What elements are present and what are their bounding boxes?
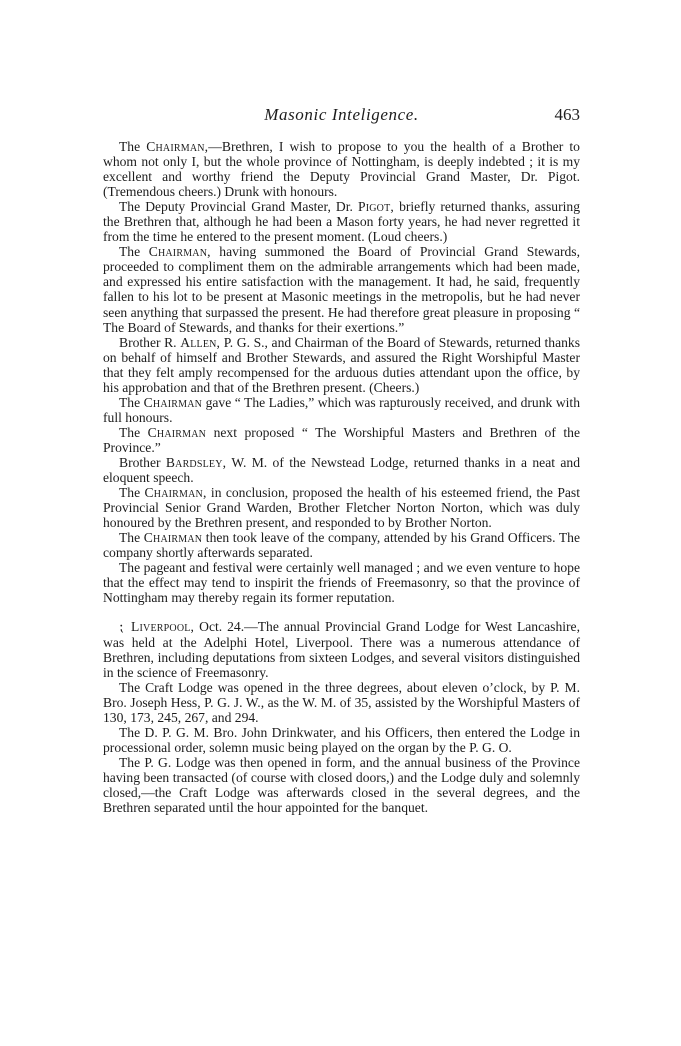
- running-title: Masonic Inteligence.: [264, 105, 419, 124]
- speaker-name: Chairman: [143, 394, 203, 410]
- para-text: in conclusion, proposed the health of his esteemed friend, the Past Provincial Senior Grand Warden, Brother Fletcher Norton Norton, which was duly honoured by the Brethren present, and responded to by Brother Norton.: [103, 485, 580, 531]
- place-name: Liverpool,: [131, 619, 195, 635]
- para-pg-lodge-opened: [103, 755, 580, 815]
- speaker-name: Bardsley,: [165, 454, 227, 470]
- para-text: The Craft Lodge was opened in the three degrees, about eleven o’clock, by P. M. Bro. Joseph Hess, P. G. J. W., as the W. M. of 35, assisted by the Worshipful Masters of 130, 173, 245, 267, and 294.: [103, 679, 580, 725]
- para-text-lead: The Deputy Provincial Grand Master, Dr.: [119, 199, 358, 215]
- para-text-lead: Brother: [119, 454, 166, 470]
- para-text: W. M. of the Newstead Lodge, returned thanks in a neat and eloquent speech.: [103, 454, 580, 486]
- speaker-name: Chairman,: [146, 139, 209, 154]
- section-mark: ⁏: [119, 619, 124, 635]
- speaker-name: Pigot,: [357, 199, 395, 215]
- para-ladies-toast: [103, 395, 580, 425]
- para-text-lead: Brother R.: [119, 334, 181, 350]
- article-body: [103, 139, 580, 815]
- para-liverpool-intro: [103, 619, 580, 679]
- para-masters-toast: [103, 425, 580, 455]
- para-text-lead: The: [119, 485, 145, 501]
- para-text: briefly returned thanks, assuring the Brethren that, although he had been a Mason forty years, he had never regretted it from the time he entered to the present moment. (Loud cheers.): [103, 199, 580, 245]
- page-number: 463: [554, 105, 580, 124]
- para-text: then took leave of the company, attended by his Grand Officers. The company shortly afterwards separated.: [103, 530, 580, 561]
- para-text-lead: The: [119, 244, 149, 260]
- para-text: —Brethren, I wish to propose to you the health of a Brother to whom not only I, but the whole province of Nottingham, is deeply indebted ; it is my excellent and worthy friend the Deputy Provincial Grand Master, Dr. Pigot. (Tremendous cheers.) Drunk with honours.: [103, 139, 580, 200]
- para-text-lead: The: [119, 530, 144, 546]
- speaker-name: Chairman: [143, 530, 203, 546]
- para-text: The P. G. Lodge was then opened in form, and the annual business of the Province having been transacted (of course with closed doors,) and the Lodge duly and solemnly closed,—the Craft Lodge was afterwards closed in the several degrees, and the Brethren separated until the hour appointed for the banquet.: [103, 754, 580, 816]
- para-text: The pageant and festival were certainly well managed ; and we even venture to hope that the effect may tend to inspirit the friends of Freemasonry, so that the province of Nottingham may thereby regain its former reputation.: [103, 560, 580, 606]
- para-allen-reply: [103, 335, 580, 395]
- para-bardsley-reply: [103, 455, 580, 485]
- para-craft-lodge-opened: [103, 680, 580, 725]
- para-drinkwater-entry: [103, 725, 580, 755]
- para-text: P. G. S., and Chairman of the Board of Stewards, returned thanks on behalf of himself and Brother Stewards, and assured the Right Worshipful Master that they felt amply recompensed for the arduous duties attendant upon the office, by his approbation and that of the Brethren present. (Cheers.): [103, 334, 580, 395]
- para-text-lead: The: [119, 424, 148, 440]
- para-text: gave “ The Ladies,” which was rapturously received, and drunk with full honours.: [103, 394, 580, 425]
- para-norton-toast: [103, 485, 580, 530]
- para-text: The D. P. G. M. Bro. John Drinkwater, and his Officers, then entered the Lodge in processional order, solemn music being played on the organ by the P. G. O.: [103, 724, 580, 755]
- para-text-lead: The: [119, 394, 144, 410]
- para-chairman-leave: [103, 530, 580, 560]
- speaker-name: Chairman,: [144, 485, 207, 501]
- para-pageant-summary: [103, 560, 580, 605]
- para-text: Oct. 24.—The annual Provincial Grand Lodge for West Lancashire, was held at the Adelphi Hotel, Liverpool. There was a numerous attendance of Brethren, including deputations from sixteen Lodges, and several visitors distinguished in the science of Freemasonry.: [103, 619, 580, 680]
- speaker-name: Chairman: [147, 424, 207, 440]
- para-text: next proposed “ The Worshipful Masters and Brethren of the Province.”: [103, 424, 580, 455]
- para-pigot-reply: [103, 199, 580, 244]
- speaker-name: Chairman,: [148, 244, 211, 260]
- para-chairman-stewards: [103, 244, 580, 334]
- para-text: having summoned the Board of Provincial Grand Stewards, proceeded to compliment them on the admirable arrangements which had been made, and expressed his entire satisfaction with the management. It had, he said, frequently fallen to his lot to be present at Masonic meetings in the metropolis, but he had never seen anything that surpassed the present. He had therefore great pleasure in proposing “ The Board of Stewards, and thanks for their exertions.”: [103, 244, 580, 335]
- para-text-lead: The: [119, 139, 147, 154]
- page-header: [103, 105, 580, 129]
- para-chairman-toast-pigot: [103, 139, 580, 199]
- speaker-name: Allen,: [180, 334, 221, 350]
